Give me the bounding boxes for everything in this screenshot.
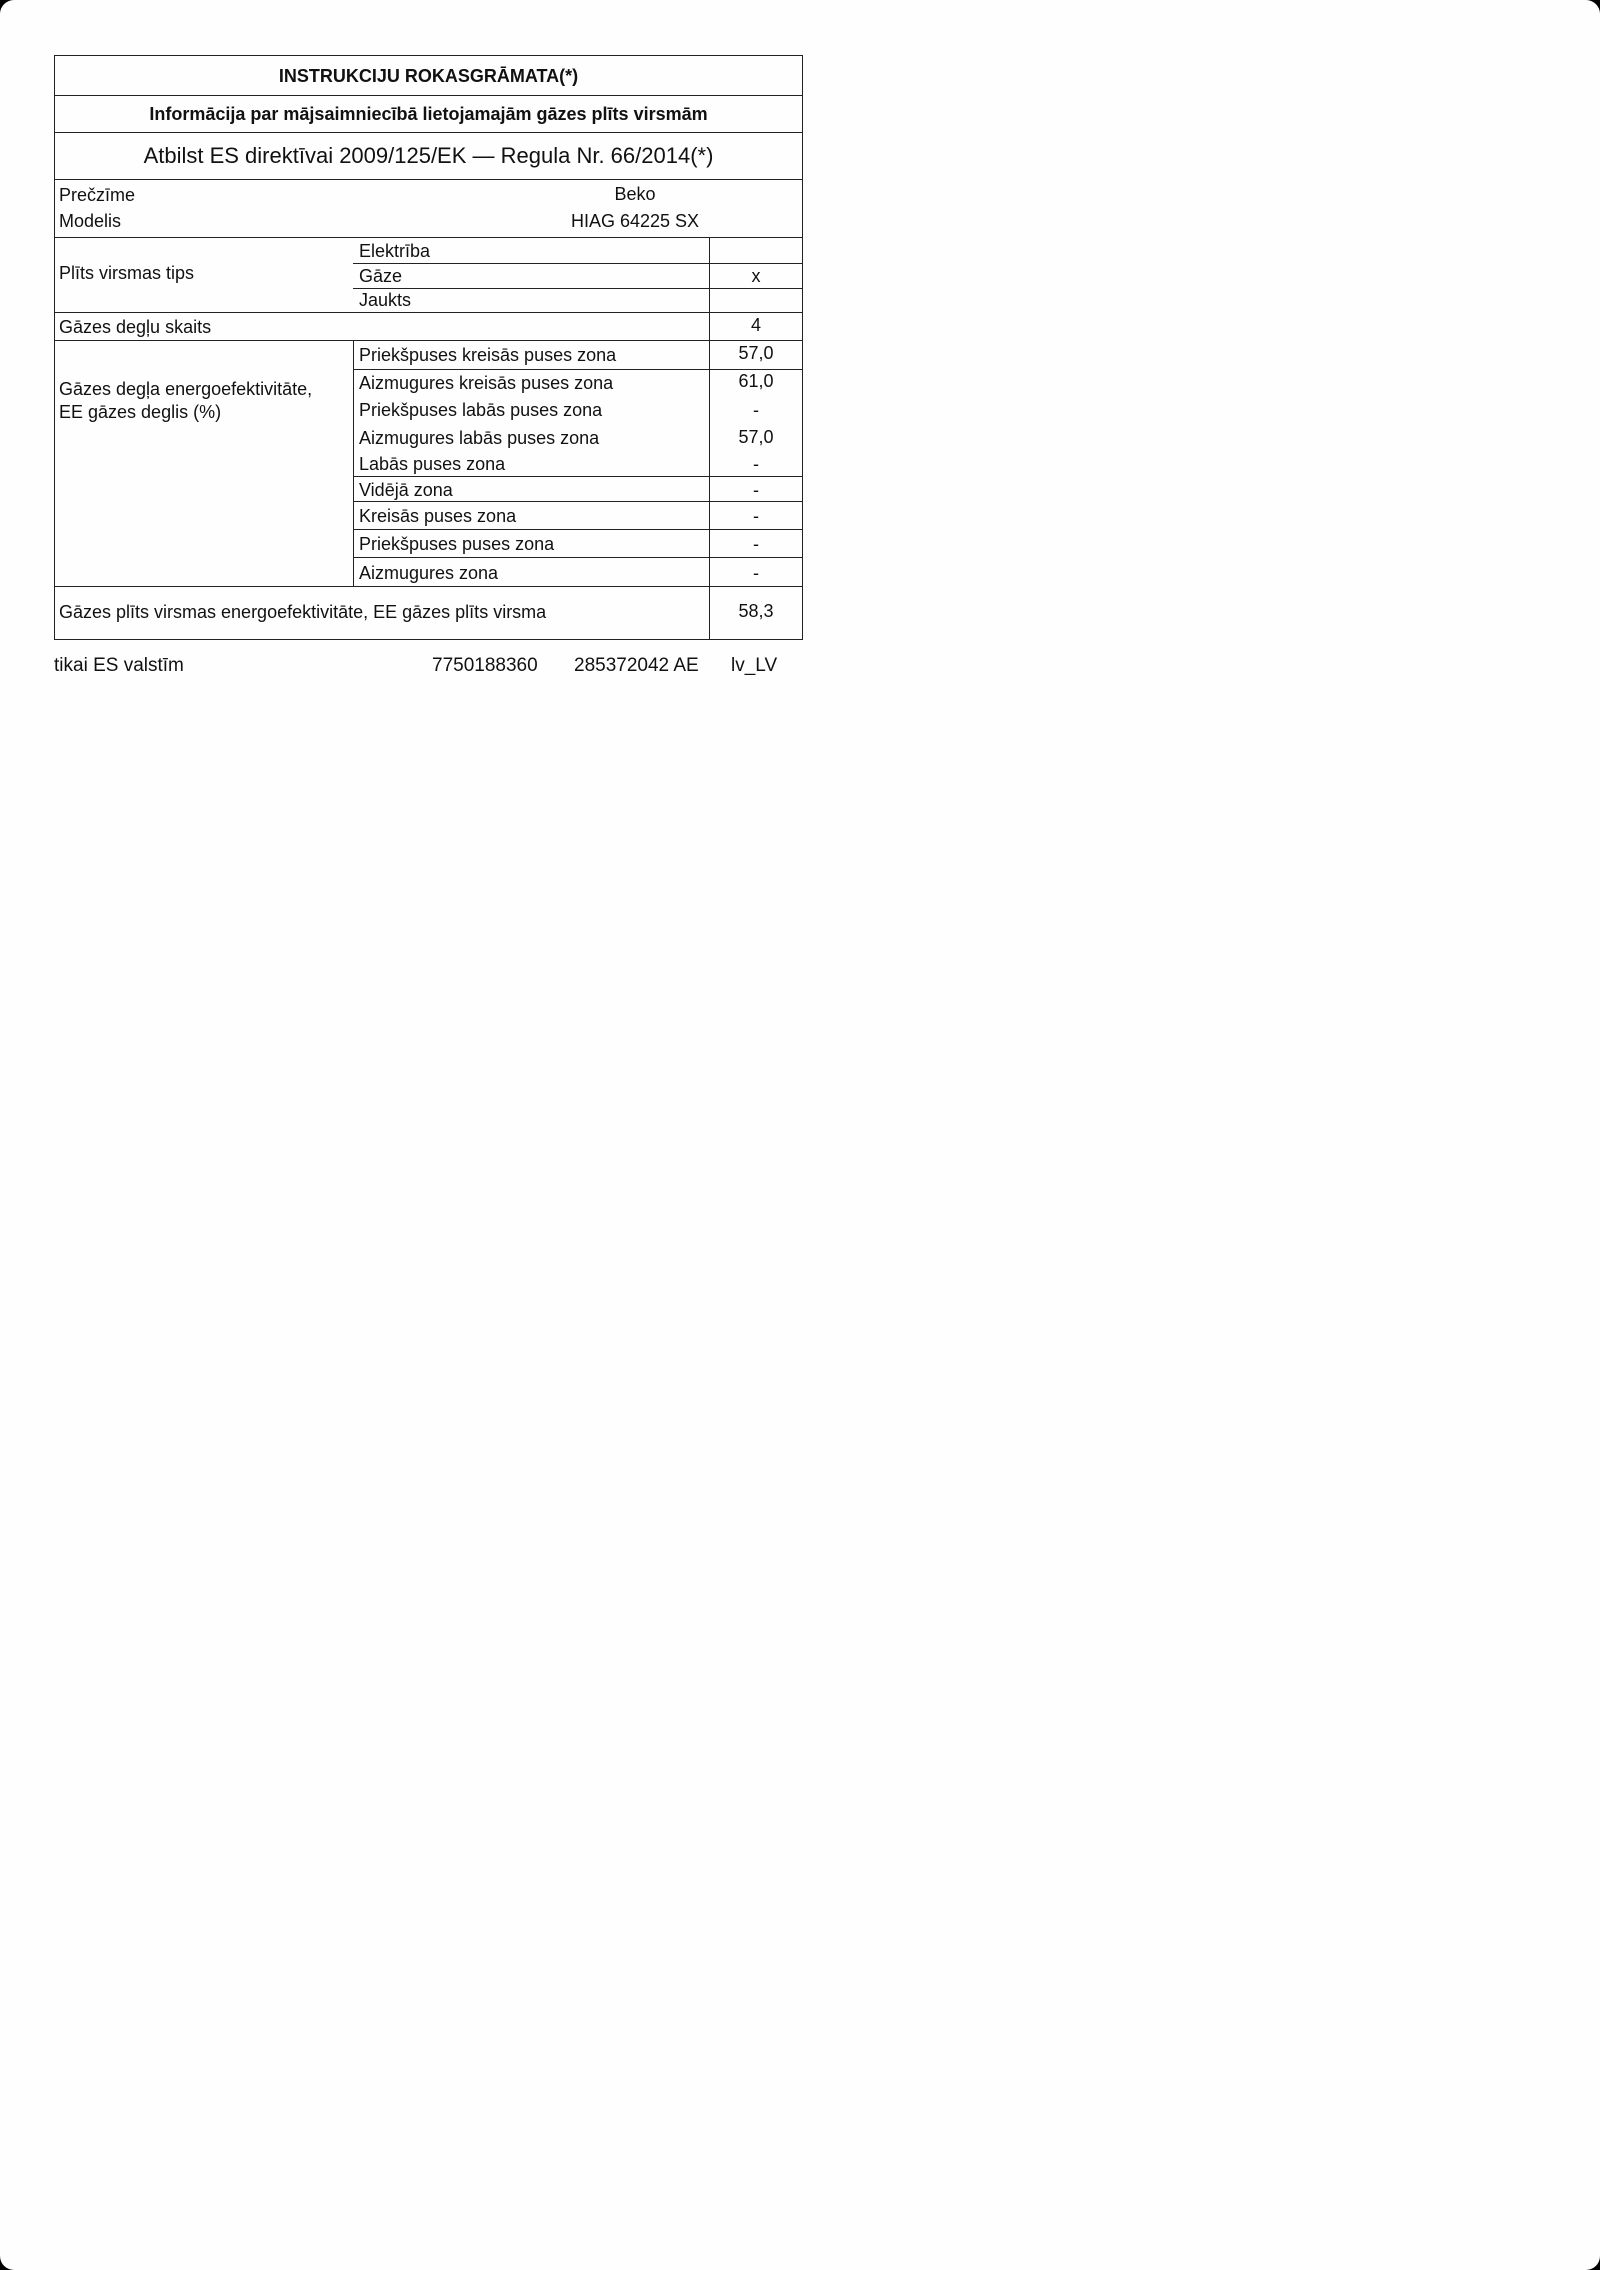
- zone-name: Priekšpuses labās puses zona: [359, 400, 603, 420]
- row-divider: [353, 529, 802, 530]
- hob-type-electric: Elektrība: [359, 241, 431, 261]
- row-divider: [353, 263, 802, 264]
- zone-value: 57,0: [738, 427, 774, 447]
- info-table: [54, 55, 803, 640]
- zone-name: Priekšpuses kreisās puses zona: [359, 345, 617, 365]
- row-divider: [353, 288, 802, 289]
- efficiency-label-line2: EE gāzes deglis (%): [59, 402, 222, 422]
- row-divider: [353, 369, 802, 370]
- hob-type-section: [55, 238, 802, 313]
- burner-count-value: 4: [750, 315, 761, 335]
- identity-section: [55, 180, 802, 238]
- row-divider: [353, 476, 802, 477]
- hob-efficiency-section: [55, 587, 802, 639]
- zone-name: Vidējā zona: [359, 480, 453, 500]
- burner-count-section: [55, 313, 802, 341]
- zone-name: Labās puses zona: [359, 454, 506, 474]
- hob-type-gas: Gāze: [359, 266, 403, 286]
- burner-count-label: Gāzes degļu skaits: [59, 317, 212, 337]
- zone-value: -: [753, 480, 759, 500]
- zone-value: -: [753, 563, 759, 583]
- zone-value: -: [753, 454, 759, 474]
- efficiency-label-line1: Gāzes degļa energoefektivitāte,: [59, 379, 313, 399]
- zone-column-divider: [353, 341, 354, 586]
- zone-name: Aizmugures labās puses zona: [359, 428, 600, 448]
- footer-code-1: 7750188360: [432, 655, 538, 676]
- document-subtitle: Informācija par mājsaimniecībā lietojamajām gāzes plīts virsmām: [55, 96, 802, 133]
- row-divider: [353, 557, 802, 558]
- hob-type-label: Plīts virsmas tips: [59, 263, 195, 283]
- zone-value: -: [753, 506, 759, 526]
- product-information-sheet: [54, 55, 803, 676]
- burner-efficiency-section: [55, 341, 802, 587]
- footer-locale: lv_LV: [731, 655, 778, 676]
- document-title: INSTRUKCIJU ROKASGRĀMATA(*): [55, 56, 802, 96]
- model-value: HIAG 64225 SX: [570, 211, 700, 231]
- brand-value: Beko: [614, 184, 656, 204]
- zone-value: 57,0: [738, 343, 774, 363]
- directive-reference: Atbilst ES direktīvai 2009/125/EK — Regula Nr. 66/2014(*): [55, 133, 802, 180]
- row-divider: [353, 501, 802, 502]
- zone-name: Kreisās puses zona: [359, 506, 517, 526]
- hob-type-gas-mark: x: [751, 266, 761, 286]
- zone-value: -: [753, 400, 759, 420]
- zone-name: Aizmugures zona: [359, 563, 499, 583]
- brand-label: Prečzīme: [59, 185, 136, 205]
- zone-name: Priekšpuses puses zona: [359, 534, 555, 554]
- hob-type-mixed: Jaukts: [359, 290, 412, 310]
- hob-efficiency-label: Gāzes plīts virsmas energoefektivitāte, EE gāzes plīts virsma: [59, 602, 547, 622]
- hob-efficiency-value: 58,3: [738, 601, 774, 621]
- zone-name: Aizmugures kreisās puses zona: [359, 373, 614, 393]
- footer-code-2: 285372042 AE: [574, 655, 699, 676]
- zone-value: -: [753, 534, 759, 554]
- footer-note: tikai ES valstīm: [54, 655, 184, 676]
- model-label: Modelis: [59, 211, 122, 231]
- zone-value: 61,0: [738, 371, 774, 391]
